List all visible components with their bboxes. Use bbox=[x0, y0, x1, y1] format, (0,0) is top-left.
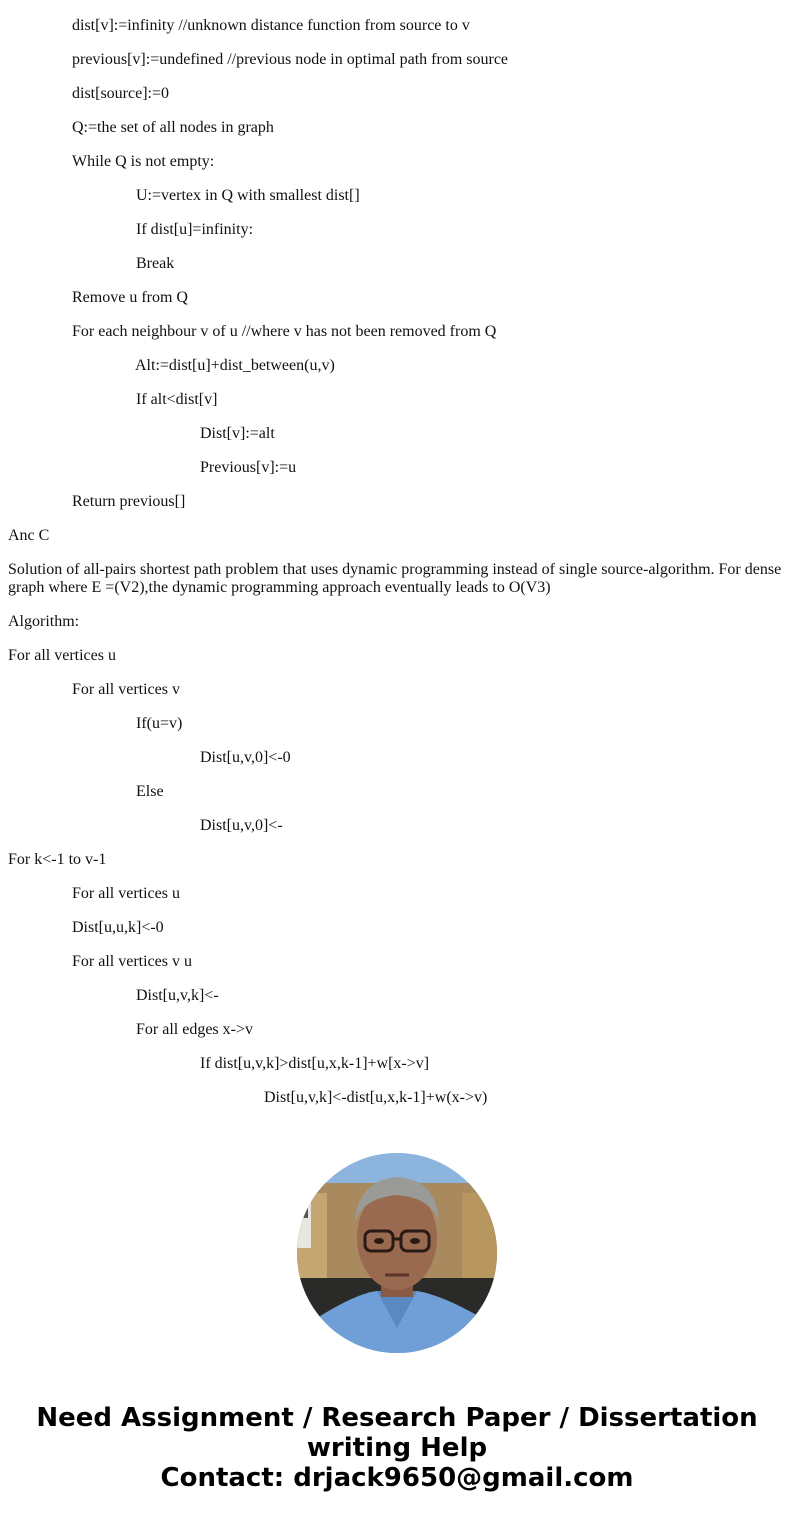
code-line: Dist[u,v,0]<-0 bbox=[200, 749, 291, 766]
code-line: For each neighbour v of u //where v has not been removed from Q bbox=[72, 323, 497, 340]
code-line: Remove u from Q bbox=[72, 289, 188, 306]
code-line: For all vertices v u bbox=[72, 953, 192, 970]
code-line: Q:=the set of all nodes in graph bbox=[72, 119, 274, 136]
algorithm-label: Algorithm: bbox=[8, 613, 80, 630]
code-line: Dist[u,u,k]<-0 bbox=[72, 919, 164, 936]
code-line: U:=vertex in Q with smallest dist[] bbox=[136, 187, 360, 204]
code-line: Previous[v]:=u bbox=[200, 459, 297, 476]
code-line: dist[source]:=0 bbox=[72, 85, 169, 102]
portrait-image bbox=[297, 1153, 497, 1353]
promo-line-2: writing Help bbox=[306, 1433, 488, 1463]
code-line: Else bbox=[136, 783, 164, 800]
code-line: Alt:=dist[u]+dist_between(u,v) bbox=[135, 357, 335, 374]
code-line: Return previous[] bbox=[72, 493, 186, 510]
code-line: If alt<dist[v] bbox=[136, 391, 218, 408]
code-line: previous[v]:=undefined //previous node in optimal path from source bbox=[72, 51, 509, 68]
code-line: For all vertices u bbox=[8, 647, 116, 664]
promo-contact[interactable]: Contact: drjack9650@gmail.com bbox=[160, 1463, 634, 1493]
code-line: Dist[u,v,0]<- bbox=[200, 817, 283, 834]
section-heading: Anc C bbox=[8, 527, 50, 544]
code-line: For all edges x->v bbox=[136, 1021, 253, 1038]
code-line: If dist[u]=infinity: bbox=[136, 221, 254, 238]
promo-block bbox=[0, 1403, 794, 1493]
clipped-previous-line bbox=[140, 0, 170, 2]
author-avatar bbox=[297, 1153, 497, 1353]
code-line: Dist[v]:=alt bbox=[200, 425, 275, 442]
promo-line-1: Need Assignment / Research Paper / Dissertation bbox=[36, 1403, 758, 1433]
code-line: For all vertices v bbox=[72, 681, 180, 698]
code-line: Dist[u,v,k]<- bbox=[136, 987, 219, 1004]
code-line: If dist[u,v,k]>dist[u,x,k-1]+w[x->v] bbox=[200, 1055, 430, 1072]
code-line: If(u=v) bbox=[136, 715, 183, 732]
code-line: For all vertices u bbox=[72, 885, 180, 902]
code-line: For k<-1 to v-1 bbox=[8, 851, 107, 868]
code-line: Dist[u,v,k]<-dist[u,x,k-1]+w(x->v) bbox=[264, 1089, 488, 1106]
code-line: While Q is not empty: bbox=[72, 153, 215, 170]
code-line: Break bbox=[136, 255, 175, 272]
code-line: dist[v]:=infinity //unknown distance function from source to v bbox=[72, 17, 470, 34]
section-description: Solution of all-pairs shortest path problem that uses dynamic programming instead of single source-algorithm. For dense graph where E =(V2),the dynamic programming approach eventually leads to O(V3) bbox=[8, 561, 782, 596]
